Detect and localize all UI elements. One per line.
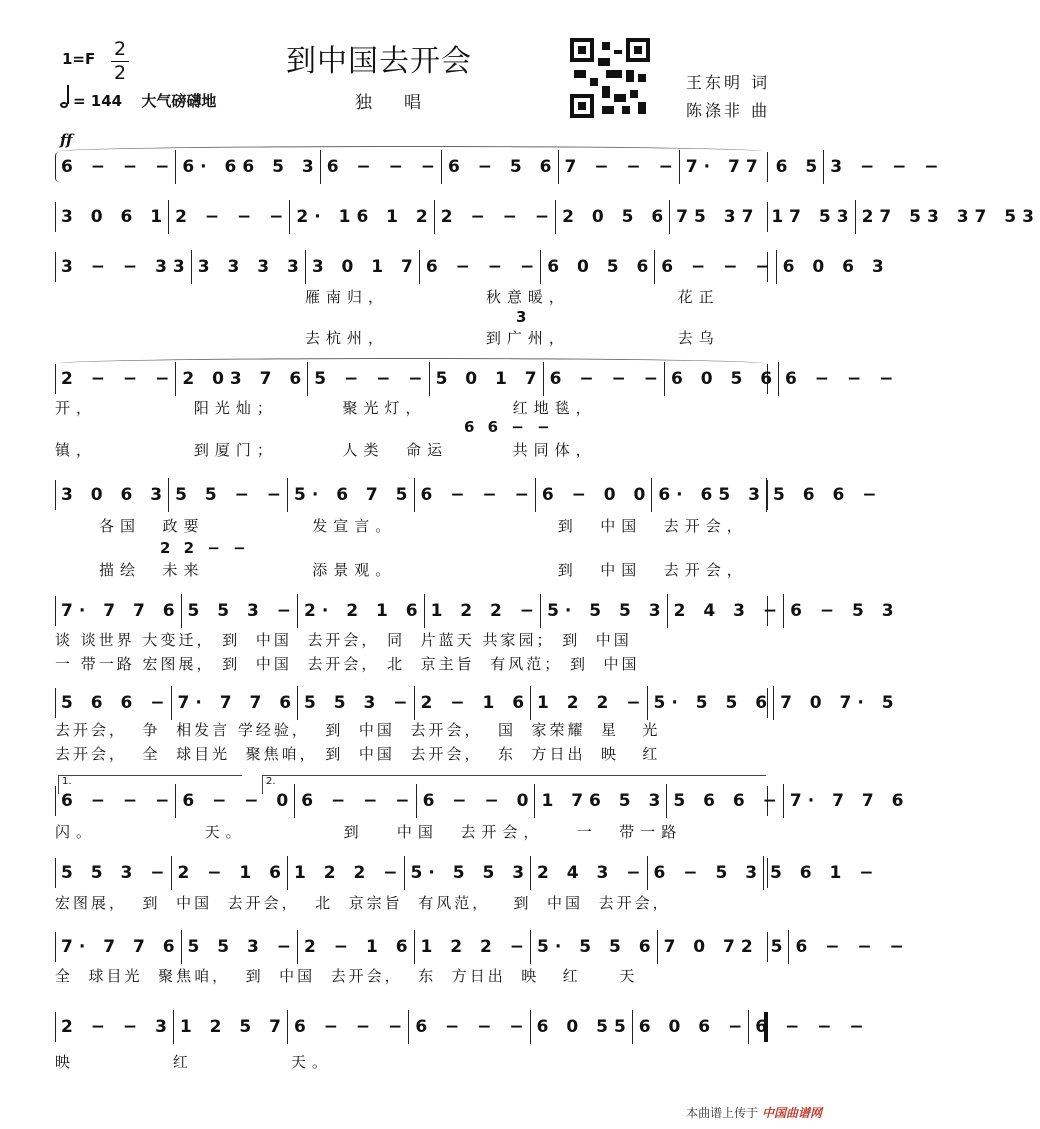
lyric-row-8: 闪。 天。 到 中国 去开会， 一 带一路 bbox=[55, 823, 683, 841]
tempo-marking bbox=[60, 90, 216, 111]
lyric-row-7a: 去开会， 争 相发言 学经验， 到 中国 去开会， 国 家荣耀 星 光 bbox=[55, 721, 661, 739]
measure: 5 5 3 − bbox=[298, 686, 415, 720]
time-signature bbox=[108, 38, 132, 85]
measure: 5 5 3 − bbox=[182, 930, 299, 964]
lyric-row-4b: 镇， 到厦门； 人类 命运 共同体， bbox=[55, 441, 597, 459]
score-row bbox=[55, 200, 1040, 234]
measure: 6 − − − bbox=[755, 1017, 870, 1037]
measure: 2 − − 3 bbox=[55, 1010, 174, 1044]
measure: 5 6 6 − bbox=[667, 784, 784, 818]
measure: 2 4 3 − bbox=[531, 856, 648, 890]
measure: 2· 16 1 2 bbox=[290, 200, 434, 234]
measure: 6 − − − bbox=[321, 150, 442, 184]
note-row-4: 6 6 − − bbox=[464, 418, 554, 436]
measure: 5· 5 5 6 bbox=[648, 686, 775, 720]
score-row bbox=[55, 362, 900, 396]
lyric-row-7b: 去开会， 全 球目光 聚焦咱， 到 中国 去开会， 东 方日出 映 红 bbox=[55, 745, 661, 763]
score-row bbox=[55, 250, 890, 284]
volta-first-ending: 1. bbox=[58, 775, 242, 794]
measure: 6 − − − bbox=[544, 362, 665, 396]
site-logo: 中国曲谱网 bbox=[761, 1106, 822, 1120]
measure: 6 0 6 3 bbox=[782, 257, 890, 277]
note-row-3: 3 bbox=[516, 308, 531, 326]
lyric-row-5a: 各国 政要 发宣言。 到 中国 去开会， bbox=[99, 517, 748, 535]
measure: 6 − 5 3 bbox=[648, 856, 765, 890]
measure: 2· 2 1 6 bbox=[298, 594, 425, 628]
lyric-row-4a: 开， 阳光灿； 聚光灯， 红地毯， bbox=[55, 399, 597, 417]
volta-second-ending: 2. bbox=[262, 775, 766, 794]
qr-code-icon bbox=[570, 38, 650, 118]
footer bbox=[686, 1104, 822, 1121]
score-row bbox=[55, 686, 900, 720]
measure: 2 − − − bbox=[55, 362, 176, 396]
lyric-row-6b: 一 带一路 宏图展， 到 中国 去开会， 北 京主旨 有风范； 到 中国 bbox=[55, 655, 640, 673]
measure: 2 0 5 6 bbox=[556, 200, 670, 234]
lyric-row-6a: 谈 谈世界 大变迁， 到 中国 去开会， 同 片蓝天 共家园； 到 中国 bbox=[55, 631, 632, 649]
score-row bbox=[55, 150, 945, 184]
measure: 2 − 1 6 bbox=[298, 930, 415, 964]
lyric-row-11: 映 红 天。 bbox=[55, 1053, 333, 1071]
lyricist: 王东明 词 bbox=[686, 73, 771, 92]
score-row bbox=[55, 594, 900, 628]
slur bbox=[59, 146, 764, 157]
footer-text: 本曲谱上传于 bbox=[686, 1106, 759, 1120]
measure: 6· 66 5 3 bbox=[176, 150, 320, 184]
measure: 7· 7 7 6 bbox=[55, 930, 182, 964]
measure: 1 2 2 − bbox=[531, 686, 648, 720]
measure: 6 − − − bbox=[295, 784, 416, 818]
measure: 2 4 3 − bbox=[668, 594, 785, 628]
measure: 3 3 3 3 bbox=[192, 250, 306, 284]
composer: 陈涤非 曲 bbox=[686, 101, 771, 120]
measure: 5 5 3 − bbox=[55, 856, 172, 890]
measure: 7· 7 7 6 bbox=[172, 686, 299, 720]
measure: 5 5 3 − bbox=[182, 594, 299, 628]
time-denominator: 2 bbox=[113, 62, 127, 84]
measure: 6 − − − bbox=[409, 1010, 530, 1044]
note-row-5: 2 2 − − bbox=[160, 539, 250, 557]
measure: 75 37 17 53 bbox=[670, 200, 855, 234]
measure: 6 − − − bbox=[55, 784, 176, 818]
measure: 1 76 5 3 bbox=[535, 784, 667, 818]
score-row bbox=[55, 478, 883, 512]
key-signature: 1=F bbox=[62, 50, 96, 68]
dynamic-marking: ff bbox=[60, 131, 73, 149]
measure: 7 0 7· 5 bbox=[780, 693, 900, 713]
measure: 2 − 1 6 bbox=[172, 856, 289, 890]
measure: 6 − − 0 bbox=[176, 784, 295, 818]
measure: 6 − − − bbox=[785, 369, 900, 389]
measure: 6 − − − bbox=[795, 937, 910, 957]
measure: 6 − 0 0 bbox=[536, 478, 653, 512]
measure: 5 6 1 − bbox=[770, 863, 880, 883]
measure: 1 2 2 − bbox=[415, 930, 532, 964]
measure: 5· 5 5 6 bbox=[531, 930, 658, 964]
measure: 1 2 2 − bbox=[425, 594, 542, 628]
measure: 6 − − − bbox=[415, 478, 536, 512]
measure: 7· 7 7 6 bbox=[789, 791, 910, 811]
measure: 2 − − − bbox=[169, 200, 290, 234]
measure: 2 − − − bbox=[435, 200, 556, 234]
measure: 6 − − 0 bbox=[417, 784, 536, 818]
tempo-word: 大气磅礴地 bbox=[141, 92, 217, 110]
measure: 5· 5 5 3 bbox=[541, 594, 668, 628]
measure: 7 − − − bbox=[559, 150, 680, 184]
measure: 6· 65 3 bbox=[652, 478, 767, 512]
measure: 2 − 1 6 bbox=[415, 686, 532, 720]
lyric-row-3a: 雁南归， 秋意暖， 花正 bbox=[305, 288, 720, 306]
measure: 6 − − − bbox=[655, 250, 776, 284]
measure: 5· 5 5 3 bbox=[405, 856, 532, 890]
measure: 6 − − − bbox=[288, 1010, 409, 1044]
measure: 1 2 2 − bbox=[288, 856, 405, 890]
measure: 5 6 6 − bbox=[772, 485, 883, 505]
measure: 6 0 5 6 bbox=[665, 362, 779, 396]
score-row bbox=[55, 930, 910, 964]
tempo-value: = 144 bbox=[73, 92, 123, 110]
measure: 3 − − − bbox=[830, 157, 945, 177]
measure: 6 − − − bbox=[420, 250, 541, 284]
measure: 6 0 5 6 bbox=[541, 250, 655, 284]
time-numerator: 2 bbox=[113, 38, 127, 60]
measure: 5 6 6 − bbox=[55, 686, 172, 720]
song-title: 到中国去开会 bbox=[286, 44, 472, 79]
measure: 1 2 5 7 bbox=[174, 1010, 288, 1044]
measure: 6 0 55 bbox=[531, 1010, 633, 1044]
lyric-row-5b: 描绘 未来 添景观。 到 中国 去开会， bbox=[99, 561, 748, 579]
half-note-icon bbox=[60, 95, 69, 108]
song-subtitle: 独唱 bbox=[355, 93, 453, 113]
lyric-row-10: 全 球目光 聚焦咱， 到 中国 去开会， 东 方日出 映 红 天 bbox=[55, 967, 638, 985]
measure: 6 − 5 3 bbox=[790, 601, 900, 621]
measure: 6 − − − bbox=[55, 150, 176, 184]
measure: 6 − 5 6 bbox=[442, 150, 559, 184]
measure: 5 − − − bbox=[308, 362, 429, 396]
measure: 7 0 72 5 bbox=[658, 930, 790, 964]
slur bbox=[59, 358, 764, 369]
score-row bbox=[55, 856, 880, 890]
measure: 3 0 1 7 bbox=[306, 250, 420, 284]
measure: 5 0 1 7 bbox=[430, 362, 544, 396]
measure: 2 03 7 6 bbox=[176, 362, 308, 396]
measure: 6 0 6 − bbox=[633, 1010, 750, 1044]
score-row bbox=[55, 1010, 870, 1044]
measure: 3 0 6 3 bbox=[55, 478, 169, 512]
measure: 5· 6 7 5 bbox=[288, 478, 415, 512]
measure: 7· 77 6 5 bbox=[680, 150, 824, 184]
measure: 3 0 6 1 bbox=[55, 200, 169, 234]
lyric-row-3b: 去杭州， 到广州， 去乌 bbox=[305, 329, 720, 347]
lyric-row-9: 宏图展， 到 中国 去开会， 北 京宗旨 有风范， 到 中国 去开会， bbox=[55, 894, 671, 912]
measure: 27 53 37 53 bbox=[861, 207, 1040, 227]
measure: 5 5 − − bbox=[169, 478, 288, 512]
measure: 7· 7 7 6 bbox=[55, 594, 182, 628]
measure: 3 − − 33 bbox=[55, 250, 192, 284]
